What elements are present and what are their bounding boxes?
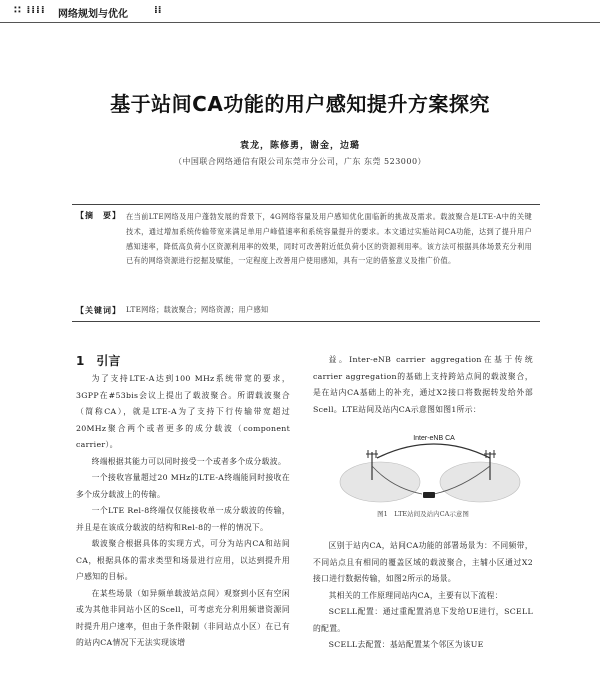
authors: 袁龙，陈修勇，谢金，边璐	[239, 141, 360, 151]
paragraph: 载波聚合根据具体的实现方式，可分为站内CA和站间CA，根据具体的需求类型和场景进行应用，以达到提升用户感知的目标。	[76, 539, 290, 581]
paragraph: SCELL去配置：基站配置某个邻区为该UE	[328, 640, 484, 649]
affiliation: （中国联合网络通信有限公司东莞市分公司，广东 东莞 523000）	[173, 157, 427, 166]
body-column-left	[76, 371, 290, 652]
header-decoration: ∷ ⁞⁞⁞⁞	[14, 5, 46, 16]
keywords-label: 【关键词】	[76, 305, 121, 315]
section-heading: 1 引言	[76, 354, 121, 368]
inter-enb-link	[377, 444, 490, 458]
coverage-area-left	[340, 462, 420, 502]
ca-diagram	[322, 430, 522, 510]
figure-label: Inter-eNB CA	[413, 435, 455, 442]
paragraph: 益。Inter-eNB carrier aggregation在基于传统carrier aggregation的基础上支持跨站点间的载波聚合，是在站内CA基础上的补充，通过X2接口将数据转发给外部Scell。LTE站间及站内CA示意图如图1所示：	[313, 355, 533, 414]
paragraph: 在某些场景（如异频单载波站点间）观察到小区有空闲或为其他非同站小区的Scell，可考虑充分利用频谱资源同时提升用户速率，但由于条件限制（非同站点小区）在已有的站内CA情况下无法实现该增	[76, 588, 290, 647]
abstract-label: 【摘 要】	[76, 210, 121, 220]
figure-caption: 图1 LTE站间及站内CA示意图	[377, 510, 469, 518]
paragraph: SCELL配置：通过重配置消息下发给UE进行，SCELL的配置。	[313, 607, 533, 633]
paragraph: 终端根据其能力可以同时接受一个或者多个成分载波。	[91, 456, 286, 466]
running-header	[0, 0, 600, 23]
paper-title: 基于站间CA功能的用户感知提升方案探究	[110, 92, 490, 116]
header-section-label: 网络规划与优化	[58, 9, 128, 20]
keywords-text: LTE网络；载波聚合；网络资源；用户感知	[126, 305, 269, 314]
abstract-text: 在当前LTE网络及用户蓬勃发展的背景下，4G网络容量及用户感知优化面临新的挑战及需求。载波聚合是LTE-A中的关键技术，通过增加系统传输带宽来满足单用户峰值速率和系统容量提升的要求。本文通过实施站间CA功能，达到了提升用户感知速率，降低高负荷小区资源利用率的效果，同时可改善附近低负荷小区的资源利用率。该方法可根据具体场景充分利用已有的网络资源进行挖掘及赋能，一定程度上改善用户使用感知，具有一定的借鉴意义及推广价值。	[126, 212, 532, 266]
header-decoration-right: ⁞⁞	[154, 5, 162, 16]
coverage-area-right	[440, 462, 520, 502]
paragraph: 区别于站内CA，站间CA功能的部署场景为：不同频带，不同站点且有相同的覆盖区域的载波聚合，主辅小区通过X2接口进行数据传输，如图2所示的场景。	[313, 541, 533, 583]
paragraph: 其相关的工作原理同站内CA，主要有以下流程：	[328, 590, 503, 600]
ue-device-icon	[423, 492, 435, 498]
body-column-right-top	[313, 352, 533, 418]
body-column-right-bottom	[313, 538, 533, 654]
paragraph: 为了支持LTE-A达到100 MHz系统带宽的要求，3GPP在#53bis会议上提出了载波聚合。所谓载波聚合（简称CA），就是LTE-A为了支持下行传输带宽超过20MHz聚合两个或者更多的成分载波（component carrier）。	[76, 374, 290, 449]
paragraph: 一个LTE Rel-8终端仅仅能接收单一成分载波的传输，并且是在该成分载波的结构和Rel-8的一样的情况下。	[76, 506, 290, 532]
paragraph: 一个接收容量超过20 MHz的LTE-A终端能同时接收在多个成分载波上的传输。	[76, 473, 290, 499]
